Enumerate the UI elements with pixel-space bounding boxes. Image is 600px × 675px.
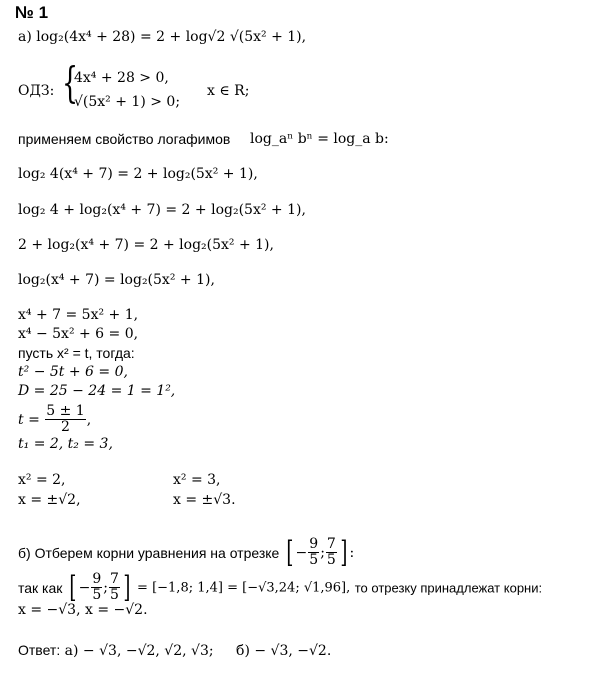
interval-open-bracket: [ <box>286 534 294 570</box>
since-open-bracket: [ <box>69 569 77 605</box>
odz-condition-1: 4x⁴ + 28 > 0, <box>74 70 169 86</box>
interval-left-num: 9 <box>309 536 319 552</box>
t-formula-left: t = <box>18 411 40 428</box>
case2-line1: x² = 3, <box>173 472 221 488</box>
since-text: так как <box>18 579 63 596</box>
step-2: log₂ 4 + log₂(x⁴ + 7) = 2 + log₂(5x² + 1), <box>18 202 306 218</box>
step-4: log₂(x⁴ + 7) = log₂(5x² + 1), <box>18 272 215 288</box>
t-formula: t = $\frac{5 \pm 1}{2}$ , <box>18 403 92 436</box>
since-right-fraction <box>109 572 120 604</box>
interval-left-den: 5 <box>309 552 319 569</box>
problem-number: № 1 <box>15 3 49 22</box>
odz-result: x ∈ R; <box>207 83 250 99</box>
part-b-since: так как [ − $\frac{9}{5}$ ; $\frac{7}{5}$ ] = [−1,8; 1,4] = [−√3,24; √1,96], то отрезку принадлежат корни: <box>18 569 543 605</box>
case1-line1: x² = 2, <box>18 472 66 488</box>
t-fraction-denominator: 2 <box>61 419 70 436</box>
system-brace: { <box>62 58 79 107</box>
part-b-intro: б) Отберем корни уравнения на отрезке [ − $\frac{9}{5}$ ; $\frac{7}{5}$ ] : <box>18 534 355 570</box>
answer-line <box>18 643 331 658</box>
property-text: применяем свойство логафимов <box>18 131 231 147</box>
t-fraction <box>45 404 85 436</box>
part-b-roots: x = −√3, x = −√2. <box>18 602 148 618</box>
case2-line2: x = ±√3. <box>173 492 236 508</box>
odz-label: ОДЗ: <box>18 83 55 99</box>
answer-a: а) − √3, −√2, √2, √3; <box>64 643 214 659</box>
step-3: 2 + log₂(x⁴ + 7) = 2 + log₂(5x² + 1), <box>18 237 274 253</box>
since-left-den: 5 <box>92 587 102 604</box>
decimal-interval: = [−1,8; 1,4] = [−√3,24; √1,96], <box>137 580 351 596</box>
since-right-num: 7 <box>109 571 119 587</box>
main-equation: а) log₂(4x⁴ + 28) = 2 + log√2 √(5x² + 1), <box>18 29 307 45</box>
step-1: log₂ 4(x⁴ + 7) = 2 + log₂(5x² + 1), <box>18 166 258 182</box>
conclusion-text: то отрезку принадлежат корни: <box>354 580 543 596</box>
property-formula: log_aⁿ bⁿ = log_a b: <box>250 131 389 147</box>
since-right-den: 5 <box>109 587 119 604</box>
interval-right-den: 5 <box>326 552 336 569</box>
t-roots: t₁ = 2, t₂ = 3, <box>18 436 113 452</box>
since-left-fraction <box>91 572 102 604</box>
since-left-num: 9 <box>92 571 102 587</box>
answer-label: Ответ: <box>18 642 61 658</box>
step-8: t² − 5t + 6 = 0, <box>18 364 128 380</box>
step-5: x⁴ + 7 = 5x² + 1, <box>18 307 139 323</box>
answer-b: б) − √3, −√2. <box>236 643 332 659</box>
step-9: D = 25 − 24 = 1 = 1², <box>18 383 176 399</box>
odz-condition-2: √(5x² + 1) > 0; <box>74 94 181 110</box>
interval-close-bracket: ] <box>340 534 348 570</box>
interval-right-fraction <box>326 537 337 569</box>
part-b-intro-text: б) Отберем корни уравнения на отрезке <box>18 544 280 561</box>
since-close-bracket: ] <box>123 569 131 605</box>
t-fraction-numerator: 5 ± 1 <box>46 403 85 419</box>
case1-line2: x = ±√2, <box>18 492 81 508</box>
step-6: x⁴ − 5x² + 6 = 0, <box>18 326 139 342</box>
interval-right-num: 7 <box>326 536 336 552</box>
interval-left-fraction <box>308 537 319 569</box>
step-7: пусть x² = t, тогда: <box>18 345 135 361</box>
